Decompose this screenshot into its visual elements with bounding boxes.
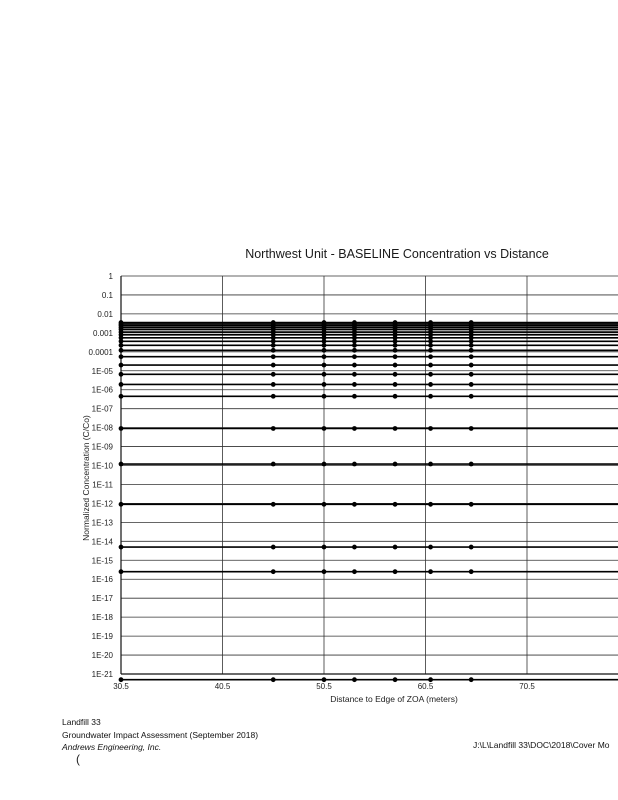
- y-axis-label: Normalized Concentration (C/Co): [81, 415, 91, 541]
- y-tick-label: 1E-09: [91, 442, 113, 452]
- data-point: [119, 394, 124, 399]
- y-tick-label: 1E-07: [91, 404, 113, 414]
- footer-project: Landfill 33: [62, 717, 101, 727]
- data-point: [119, 569, 124, 574]
- x-tick-label: 30.5: [113, 682, 129, 691]
- footer-file-path: J:\L\Landfill 33\DOC\2018\Cover Mo: [473, 740, 610, 750]
- data-point: [119, 372, 124, 377]
- y-tick-label: 1E-06: [91, 385, 113, 395]
- data-point: [469, 382, 474, 387]
- data-point: [119, 426, 124, 431]
- data-point: [119, 354, 124, 359]
- y-tick-label: 1E-10: [91, 461, 113, 471]
- y-tick-label: 1E-19: [91, 632, 113, 642]
- data-point: [393, 372, 398, 377]
- data-point: [271, 569, 276, 574]
- data-point: [119, 382, 124, 387]
- data-point: [393, 382, 398, 387]
- data-point: [393, 354, 398, 359]
- data-point: [352, 462, 357, 467]
- x-tick-label: 50.5: [316, 682, 332, 691]
- data-point: [119, 348, 124, 353]
- y-tick-label: 1E-20: [91, 651, 113, 661]
- data-point: [271, 354, 276, 359]
- data-point: [469, 394, 474, 399]
- data-point: [393, 343, 398, 348]
- scan-mark: (: [76, 752, 80, 766]
- data-point: [271, 545, 276, 550]
- data-point: [352, 348, 357, 353]
- data-point: [322, 363, 327, 368]
- data-point: [393, 545, 398, 550]
- data-point: [322, 394, 327, 399]
- y-tick-label: 1E-15: [91, 556, 113, 566]
- y-tick-labels: [89, 272, 114, 679]
- data-point: [322, 343, 327, 348]
- data-point: [428, 462, 433, 467]
- data-point: [352, 502, 357, 507]
- footer-info: [62, 716, 258, 754]
- chart-title: Northwest Unit - BASELINE Concentration vs Distance: [245, 247, 549, 261]
- data-point: [271, 462, 276, 467]
- data-point: [119, 343, 124, 348]
- data-point: [322, 354, 327, 359]
- data-point: [469, 363, 474, 368]
- data-point: [428, 569, 433, 574]
- data-point: [352, 545, 357, 550]
- data-point: [393, 363, 398, 368]
- y-tick-label: 1E-05: [91, 366, 113, 376]
- x-tick-labels: [113, 682, 535, 691]
- y-tick-label: 1E-13: [91, 518, 113, 528]
- y-tick-label: 1E-17: [91, 594, 113, 604]
- data-point: [469, 462, 474, 467]
- data-point: [469, 426, 474, 431]
- data-point: [271, 372, 276, 377]
- data-point: [393, 394, 398, 399]
- data-point: [469, 343, 474, 348]
- data-point: [119, 462, 124, 467]
- data-point: [271, 677, 276, 682]
- data-point: [352, 363, 357, 368]
- data-point: [469, 502, 474, 507]
- grid: [121, 276, 618, 674]
- data-point: [119, 545, 124, 550]
- data-point: [469, 545, 474, 550]
- data-point: [271, 426, 276, 431]
- data-point: [322, 348, 327, 353]
- data-point: [393, 677, 398, 682]
- data-point: [322, 569, 327, 574]
- data-point: [469, 372, 474, 377]
- data-point: [428, 363, 433, 368]
- data-point: [322, 382, 327, 387]
- y-tick-label: 1E-21: [91, 670, 113, 679]
- data-point: [271, 502, 276, 507]
- data-point: [352, 426, 357, 431]
- y-tick-label: 0.001: [92, 328, 113, 338]
- data-point: [352, 677, 357, 682]
- data-point: [428, 348, 433, 353]
- y-tick-label: 1: [108, 272, 113, 281]
- data-point: [428, 343, 433, 348]
- data-point: [271, 394, 276, 399]
- data-point: [393, 462, 398, 467]
- data-point: [119, 363, 124, 368]
- data-point: [352, 343, 357, 348]
- data-point: [469, 354, 474, 359]
- data-point: [322, 502, 327, 507]
- series-lines: [119, 320, 618, 682]
- data-point: [352, 569, 357, 574]
- data-point: [469, 569, 474, 574]
- x-tick-label: 60.5: [417, 682, 434, 691]
- footer-company: Andrews Engineering, Inc.: [62, 742, 162, 752]
- data-point: [428, 382, 433, 387]
- data-point: [469, 677, 474, 682]
- data-point: [271, 382, 276, 387]
- data-point: [271, 343, 276, 348]
- y-tick-label: 1E-12: [91, 499, 113, 509]
- data-point: [352, 354, 357, 359]
- data-point: [393, 502, 398, 507]
- data-point: [352, 394, 357, 399]
- data-point: [428, 354, 433, 359]
- data-point: [469, 348, 474, 353]
- y-tick-label: 1E-14: [91, 537, 113, 547]
- data-point: [352, 372, 357, 377]
- y-tick-label: 1E-11: [92, 480, 113, 490]
- y-tick-label: 0.0001: [88, 347, 113, 357]
- x-tick-label: 70.5: [519, 682, 535, 691]
- data-point: [119, 502, 124, 507]
- data-point: [428, 502, 433, 507]
- data-point: [322, 462, 327, 467]
- data-point: [393, 426, 398, 431]
- data-point: [322, 426, 327, 431]
- data-point: [393, 569, 398, 574]
- x-tick-label: 40.5: [214, 682, 231, 691]
- y-tick-label: 0.1: [101, 290, 113, 300]
- data-point: [428, 426, 433, 431]
- data-point: [428, 545, 433, 550]
- data-point: [428, 372, 433, 377]
- y-tick-label: 0.01: [97, 309, 113, 319]
- data-point: [322, 545, 327, 550]
- y-tick-label: 1E-08: [91, 423, 113, 433]
- data-point: [271, 363, 276, 368]
- data-point: [393, 348, 398, 353]
- data-point: [352, 382, 357, 387]
- data-point: [428, 394, 433, 399]
- y-tick-label: 1E-16: [91, 575, 113, 585]
- data-point: [271, 348, 276, 353]
- x-axis-label: Distance to Edge of ZOA (meters): [330, 694, 458, 704]
- y-tick-label: 1E-18: [91, 613, 113, 623]
- footer-report: Groundwater Impact Assessment (September 2018): [62, 729, 259, 740]
- data-point: [322, 372, 327, 377]
